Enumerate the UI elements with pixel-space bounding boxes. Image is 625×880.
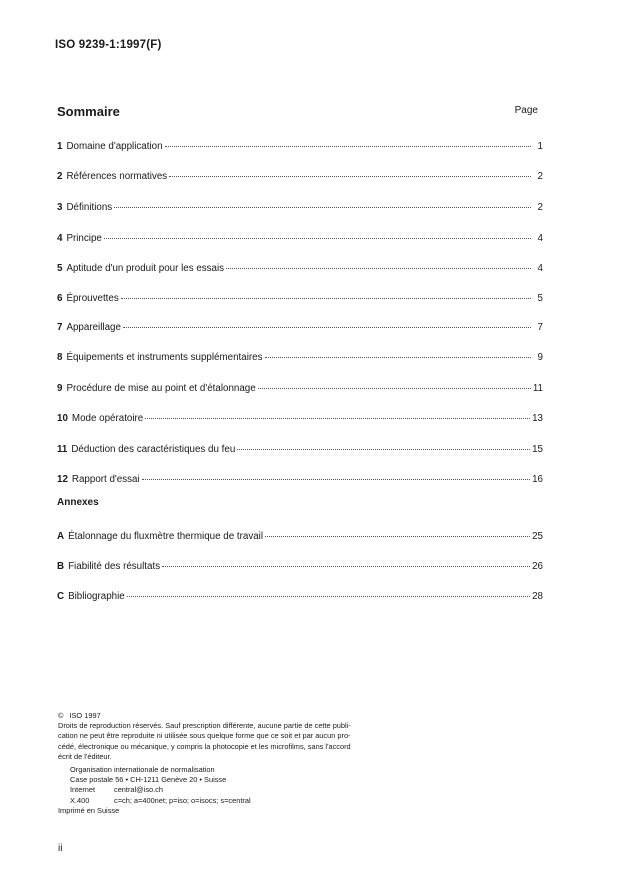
x400-row <box>70 796 398 806</box>
copyright-symbol: © <box>58 711 64 720</box>
rights-line: cédé, électronique ou mécanique, y compris la photocopie et les microfilms, sans l'accord <box>58 741 351 751</box>
toc-entry-title: Domaine d'application <box>66 141 163 152</box>
toc-entry-page: 9 <box>537 352 543 363</box>
x400-address: c=ch; a=400net; p=iso; o=isocs; s=central <box>114 795 251 805</box>
toc-entry-title: Aptitude d'un produit pour les essais <box>66 263 225 274</box>
printed-in: Imprimé en Suisse <box>58 805 120 815</box>
toc-entry[interactable] <box>57 319 543 333</box>
dot-leader <box>114 197 531 208</box>
annex-entry-page: 25 <box>532 531 543 542</box>
toc-entry-title: Définitions <box>66 202 113 213</box>
dot-leader <box>265 347 532 358</box>
document-identifier: ISO 9239-1:1997(F) <box>55 39 162 51</box>
dot-leader <box>265 526 530 537</box>
toc-entry-number: 3 <box>57 202 63 213</box>
internet-email[interactable]: central@iso.ch <box>114 785 163 795</box>
toc-title: Sommaire <box>57 104 120 119</box>
annex-entry-title: Fiabilité des résultats <box>68 561 161 572</box>
rights-line: Droits de reproduction réservés. Sauf prescription différente, aucune partie de cette publi- <box>58 721 351 731</box>
x400-label: X.400 <box>70 795 90 805</box>
toc-entry[interactable] <box>57 380 543 394</box>
page-number: ii <box>58 843 63 854</box>
toc-entry-number: 12 <box>57 474 68 485</box>
dot-leader <box>121 288 531 299</box>
toc-entry-number: 1 <box>57 141 63 152</box>
toc-entry-number: 10 <box>57 413 68 424</box>
toc-entry-page: 16 <box>532 474 543 485</box>
annex-entry[interactable] <box>57 588 543 602</box>
dot-leader <box>123 317 531 328</box>
toc-entry-title: Équipements et instruments supplémentaires <box>66 352 263 363</box>
toc-entry-page: 15 <box>532 444 543 455</box>
toc-entry[interactable] <box>57 290 543 304</box>
toc-entry[interactable] <box>57 349 543 363</box>
toc-header <box>57 104 538 122</box>
toc-entry[interactable] <box>57 471 543 485</box>
rights-line: écrit de l'éditeur. <box>58 751 112 761</box>
toc-entry-title: Procédure de mise au point et d'étalonnage <box>66 383 256 394</box>
dot-leader <box>104 228 531 239</box>
rights-line: cation ne peut être reproduite ni utilisée sous quelque forme que ce soit et par aucun pro- <box>58 731 351 741</box>
toc-entry-page: 7 <box>537 322 543 333</box>
dot-leader <box>165 136 531 147</box>
annexes-heading: Annexes <box>57 497 99 508</box>
internet-label: Internet <box>70 785 96 795</box>
toc-entry-number: 6 <box>57 293 63 304</box>
toc-entry[interactable] <box>57 168 543 182</box>
dot-leader <box>162 556 530 567</box>
toc-entry-page: 4 <box>537 263 543 274</box>
toc-entry[interactable] <box>57 260 543 274</box>
dot-leader <box>237 439 530 450</box>
toc-entry[interactable] <box>57 410 543 424</box>
toc-entry-number: 2 <box>57 171 63 182</box>
internet-row <box>70 785 398 795</box>
organization-address <box>70 765 398 806</box>
toc-entry[interactable] <box>57 199 543 213</box>
dot-leader <box>169 166 531 177</box>
toc-entry-number: 5 <box>57 263 63 274</box>
toc-entry-page: 4 <box>537 233 543 244</box>
page-column-label: Page <box>514 105 538 116</box>
annex-entry-page: 26 <box>532 561 543 572</box>
toc-entry-number: 8 <box>57 352 63 363</box>
toc-entry-title: Éprouvettes <box>66 293 119 304</box>
toc-entry-page: 2 <box>537 171 543 182</box>
toc-entry[interactable] <box>57 138 543 152</box>
dot-leader <box>145 408 530 419</box>
toc-entry-title: Principe <box>66 233 102 244</box>
toc-entry-page: 2 <box>537 202 543 213</box>
dot-leader <box>226 258 531 269</box>
dot-leader <box>258 378 531 389</box>
annex-entry[interactable] <box>57 528 543 542</box>
toc-entry-title: Appareillage <box>66 322 121 333</box>
annex-entry-letter: B <box>57 561 65 572</box>
copyright-line <box>58 711 398 721</box>
annex-entry-letter: A <box>57 531 65 542</box>
toc-entry-page: 5 <box>537 293 543 304</box>
toc-entry-title: Rapport d'essai <box>71 474 140 485</box>
toc-entry[interactable] <box>57 441 543 455</box>
organization-name: Organisation internationale de normalisation <box>70 765 215 775</box>
toc-entry-title: Références normatives <box>66 171 168 182</box>
annex-entry-page: 28 <box>532 591 543 602</box>
toc-entry-number: 9 <box>57 383 63 394</box>
toc-entry-title: Mode opératoire <box>71 413 144 424</box>
copyright-year: ISO 1997 <box>69 711 101 720</box>
annex-entry[interactable] <box>57 558 543 572</box>
toc-entry-title: Déduction des caractéristiques du feu <box>71 444 236 455</box>
toc-entry-page: 13 <box>532 413 543 424</box>
dot-leader <box>127 586 530 597</box>
annex-entry-letter: C <box>57 591 65 602</box>
dot-leader <box>142 469 530 480</box>
annex-entry-title: Étalonnage du fluxmètre thermique de travail <box>68 531 264 542</box>
toc-entry-page: 11 <box>532 383 543 394</box>
toc-entry-number: 4 <box>57 233 63 244</box>
copyright-block <box>58 711 398 816</box>
toc-entry-number: 7 <box>57 322 63 333</box>
toc-entry[interactable] <box>57 230 543 244</box>
postal-address: Case postale 56 • CH-1211 Genève 20 • Suisse <box>70 775 227 785</box>
toc-entry-page: 1 <box>537 141 543 152</box>
annex-entry-title: Bibliographie <box>68 591 125 602</box>
toc-entry-number: 11 <box>57 444 68 455</box>
